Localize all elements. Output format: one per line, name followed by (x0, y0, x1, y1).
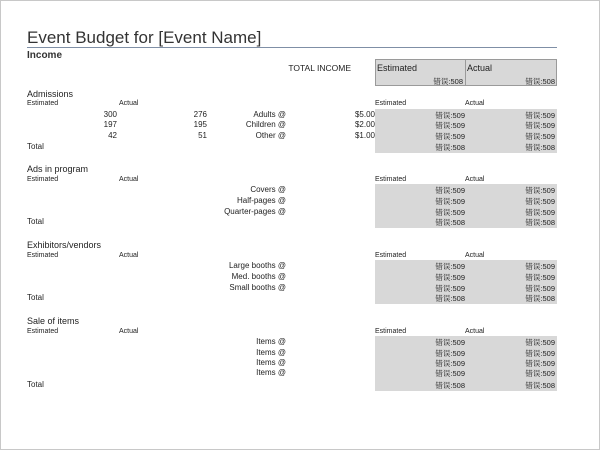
unit-price: $5.00 (354, 110, 375, 119)
ads-actual-header: Actual (119, 176, 139, 183)
row-label: Half-pages @ (236, 196, 286, 205)
error-cell: 错误:509 (435, 186, 465, 195)
exhibitors-estimated-header: Estimated (27, 252, 59, 259)
table-cell: 276 (193, 110, 207, 119)
total-income-actual-label: Actual (467, 63, 493, 73)
row-label: Items @ (256, 368, 286, 377)
row-label: Items @ (256, 358, 286, 367)
table-cell: 51 (198, 131, 207, 140)
sale-actual-col-header: Actual (465, 328, 485, 335)
admissions-total-label: Total (27, 142, 44, 151)
row-label: Other @ (255, 131, 286, 140)
sale-estimated-header: Estimated (27, 328, 59, 335)
ads-estimated-header: Estimated (27, 176, 59, 183)
error-cell: 错误:509 (435, 132, 465, 141)
error-cell: 错误:509 (435, 349, 465, 358)
total-income-label: TOTAL INCOME (288, 63, 351, 73)
error-cell: 错误:509 (525, 262, 555, 271)
ads-total-actual: 错误:508 (525, 218, 555, 227)
unit-price: $2.00 (354, 120, 375, 129)
ads-actual-col-header: Actual (465, 176, 485, 183)
error-cell: 错误:509 (525, 369, 555, 378)
row-label: Children @ (245, 120, 286, 129)
admissions-estimated-col-header: Estimated (375, 100, 407, 107)
ads-title: Ads in program (27, 164, 89, 174)
sale-total-label: Total (27, 380, 44, 389)
error-cell: 错误:509 (525, 338, 555, 347)
error-cell: 错误:509 (435, 273, 465, 282)
error-cell: 错误:509 (525, 132, 555, 141)
error-cell: 错误:509 (525, 121, 555, 130)
sale-estimated-col-header: Estimated (375, 328, 407, 335)
admissions-actual-col-header: Actual (465, 100, 485, 107)
error-cell: 错误:509 (525, 359, 555, 368)
total-income-estimated-label: Estimated (377, 63, 418, 73)
admissions-title: Admissions (27, 89, 74, 99)
row-label: Large booths @ (228, 261, 286, 270)
sale-total-estimated: 错误:508 (435, 381, 465, 390)
ads-estimated-col-header: Estimated (375, 176, 407, 183)
error-cell: 错误:509 (435, 262, 465, 271)
table-cell: 300 (103, 110, 117, 119)
error-cell: 错误:509 (525, 284, 555, 293)
sale-total-actual: 错误:508 (525, 381, 555, 390)
error-cell: 错误:509 (435, 197, 465, 206)
exhibitors-estimated-col-header: Estimated (375, 252, 407, 259)
exhibitors-total-label: Total (27, 293, 44, 302)
error-cell: 错误:509 (525, 273, 555, 282)
error-cell: 错误:509 (435, 111, 465, 120)
exhibitors-actual-col-header: Actual (465, 252, 485, 259)
page-title: Event Budget for [Event Name] (27, 28, 262, 47)
error-cell: 错误:509 (435, 208, 465, 217)
admissions-total-actual: 错误:508 (525, 143, 555, 152)
error-cell: 错误:509 (525, 349, 555, 358)
total-income-estimated-value: 错误:508 (433, 77, 463, 86)
error-cell: 错误:509 (435, 359, 465, 368)
sale-title: Sale of items (27, 316, 80, 326)
ads-total-label: Total (27, 217, 44, 226)
income-heading: Income (27, 50, 63, 61)
admissions-actual-header: Actual (119, 100, 139, 107)
exhibitors-title: Exhibitors/vendors (27, 240, 102, 250)
ads-total-estimated: 错误:508 (435, 218, 465, 227)
table-cell: 42 (108, 131, 117, 140)
row-label: Small booths @ (229, 283, 286, 292)
row-label: Items @ (256, 348, 286, 357)
error-cell: 错误:509 (435, 121, 465, 130)
exhibitors-total-actual: 错误:508 (525, 294, 555, 303)
exhibitors-actual-header: Actual (119, 252, 139, 259)
row-label: Adults @ (253, 110, 286, 119)
sale-actual-header: Actual (119, 328, 139, 335)
title-underline (27, 47, 557, 48)
total-income-actual-value: 错误:508 (525, 77, 555, 86)
table-cell: 195 (193, 120, 207, 129)
row-label: Quarter-pages @ (224, 207, 286, 216)
row-label: Med. booths @ (231, 272, 286, 281)
admissions-total-estimated: 错误:508 (435, 143, 465, 152)
error-cell: 错误:509 (525, 208, 555, 217)
error-cell: 错误:509 (435, 338, 465, 347)
error-cell: 错误:509 (525, 197, 555, 206)
admissions-estimated-header: Estimated (27, 100, 59, 107)
error-cell: 错误:509 (435, 369, 465, 378)
row-label: Items @ (256, 337, 286, 346)
unit-price: $1.00 (354, 131, 375, 140)
table-cell: 197 (103, 120, 117, 129)
row-label: Covers @ (250, 185, 286, 194)
exhibitors-total-estimated: 错误:508 (435, 294, 465, 303)
error-cell: 错误:509 (525, 111, 555, 120)
error-cell: 错误:509 (525, 186, 555, 195)
error-cell: 错误:509 (435, 284, 465, 293)
